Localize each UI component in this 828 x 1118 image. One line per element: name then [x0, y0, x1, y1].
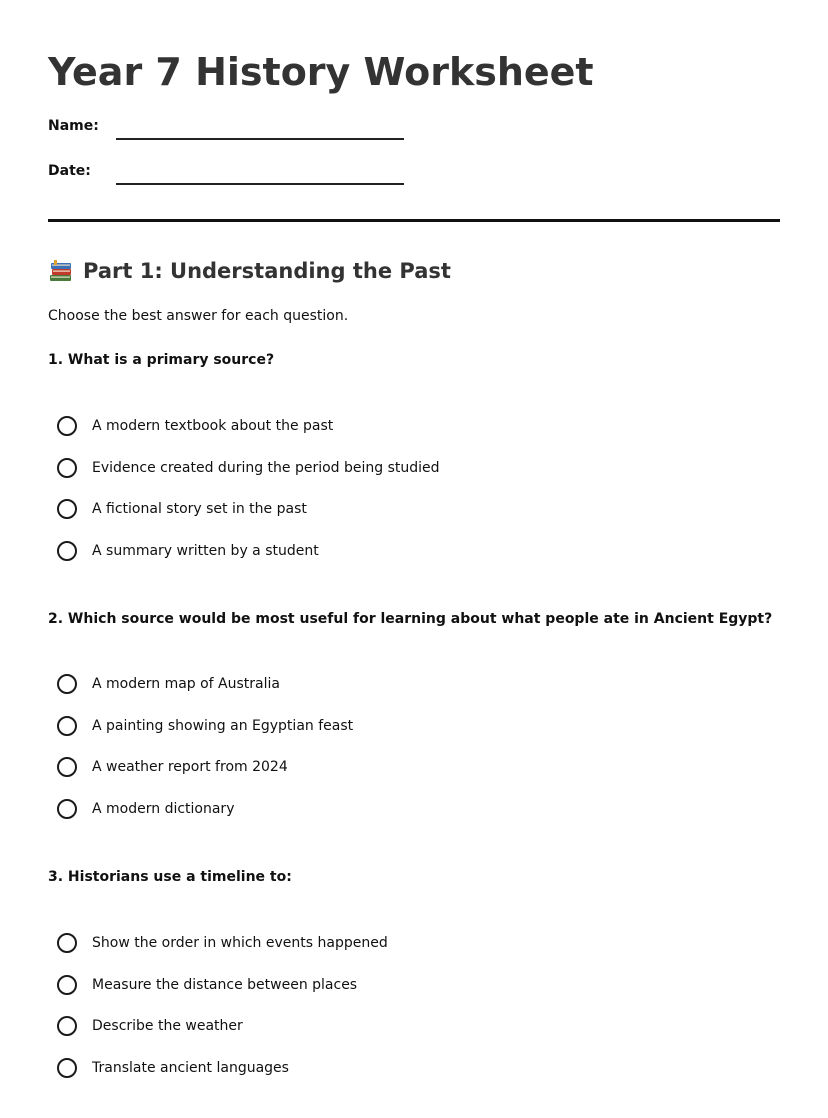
radio-button[interactable]	[57, 458, 77, 478]
option-label: Measure the distance between places	[92, 977, 358, 993]
radio-button[interactable]	[57, 1016, 77, 1036]
option-label: Evidence created during the period being studied	[92, 460, 440, 476]
radio-button[interactable]	[57, 799, 77, 819]
radio-button[interactable]	[57, 541, 77, 561]
books-icon	[48, 258, 74, 284]
radio-button[interactable]	[57, 499, 77, 519]
question-3: 3. Historians use a timeline to:	[48, 869, 292, 885]
radio-button[interactable]	[57, 1058, 77, 1078]
option-label: A modern textbook about the past	[92, 418, 334, 434]
option-2d[interactable]	[57, 796, 234, 822]
option-label: Translate ancient languages	[92, 1060, 289, 1076]
option-label: A fictional story set in the past	[92, 501, 307, 517]
option-1b[interactable]	[57, 455, 440, 481]
date-label: Date:	[48, 163, 91, 179]
option-label: Describe the weather	[92, 1018, 243, 1034]
option-1d[interactable]	[57, 538, 319, 564]
option-1c[interactable]	[57, 496, 307, 522]
option-label: A modern dictionary	[92, 801, 235, 817]
instructions-text: Choose the best answer for each question.	[48, 308, 349, 324]
option-2b[interactable]	[57, 713, 353, 739]
option-label: A painting showing an Egyptian feast	[92, 718, 354, 734]
page-title: Year 7 History Worksheet	[48, 50, 594, 94]
date-field	[48, 162, 448, 186]
name-label: Name:	[48, 118, 99, 134]
question-1: 1. What is a primary source?	[48, 352, 275, 368]
section-title: Part 1: Understanding the Past	[83, 259, 451, 283]
name-field	[48, 117, 448, 141]
radio-button[interactable]	[57, 716, 77, 736]
option-3b[interactable]	[57, 972, 357, 998]
name-input-line[interactable]	[116, 138, 404, 140]
option-1a[interactable]	[57, 413, 333, 439]
radio-button[interactable]	[57, 757, 77, 777]
radio-button[interactable]	[57, 975, 77, 995]
option-label: Show the order in which events happened	[92, 935, 388, 951]
option-3d[interactable]	[57, 1055, 289, 1081]
radio-button[interactable]	[57, 933, 77, 953]
option-2a[interactable]	[57, 671, 280, 697]
option-2c[interactable]	[57, 754, 288, 780]
header-divider	[48, 219, 780, 222]
date-input-line[interactable]	[116, 183, 404, 185]
question-2: 2. Which source would be most useful for learning about what people ate in Ancient Egypt?	[48, 611, 773, 627]
radio-button[interactable]	[57, 416, 77, 436]
radio-button[interactable]	[57, 674, 77, 694]
option-label: A modern map of Australia	[92, 676, 280, 692]
option-3c[interactable]	[57, 1013, 243, 1039]
option-label: A summary written by a student	[92, 543, 319, 559]
option-label: A weather report from 2024	[92, 759, 288, 775]
option-3a[interactable]	[57, 930, 388, 956]
section-heading	[48, 255, 451, 287]
